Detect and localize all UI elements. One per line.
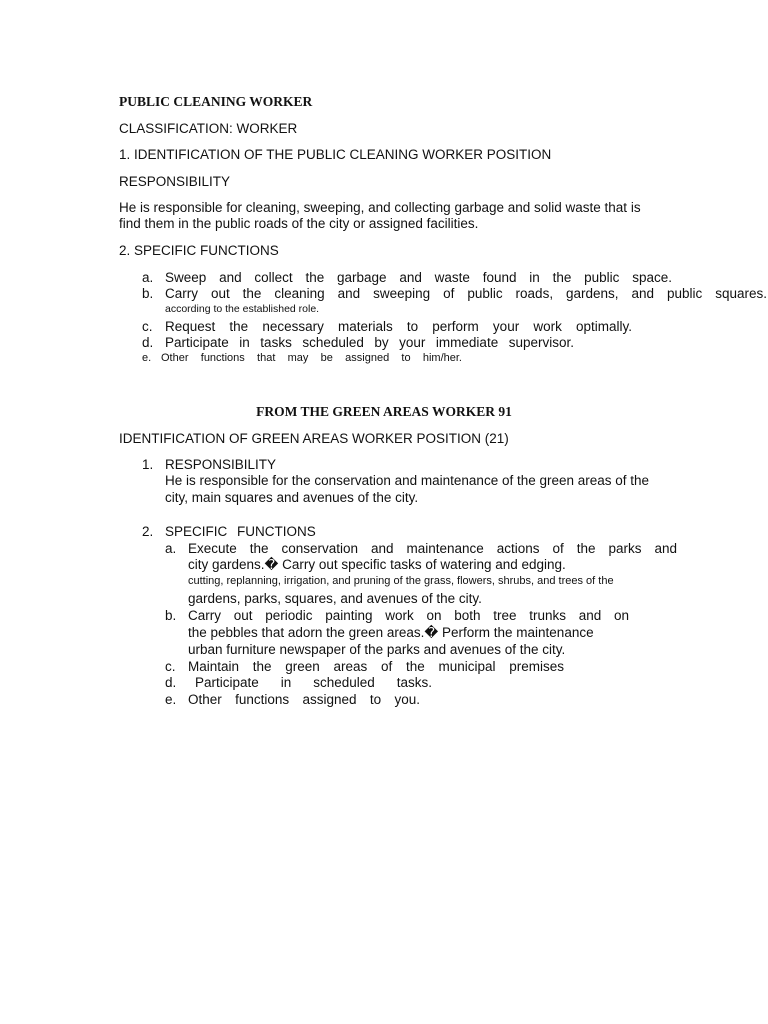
- identification-heading: IDENTIFICATION OF GREEN AREAS WORKER POSITION (21): [119, 431, 509, 446]
- list-item-note: according to the established role.: [165, 303, 320, 315]
- list-item-text: Participate in tasks scheduled by your immediate supervisor.: [165, 335, 574, 350]
- list-marker: b.: [142, 286, 154, 301]
- list-item-text: Carry out periodic painting work on both tree trunks and on: [188, 608, 629, 623]
- list-marker: 2.: [142, 524, 154, 539]
- specific-functions-heading: 2. SPECIFIC FUNCTIONS: [119, 243, 279, 258]
- list-item-text: gardens, parks, squares, and avenues of the city.: [188, 591, 482, 606]
- list-marker: e.: [165, 692, 177, 707]
- list-item-text: Maintain the green areas of the municipal premises: [188, 659, 564, 674]
- responsibility-line-2: find them in the public roads of the city or assigned facilities.: [119, 216, 479, 231]
- list-marker: d.: [165, 675, 177, 690]
- list-item-text: Sweep and collect the garbage and waste found in the public space.: [165, 270, 672, 285]
- list-item-text: Other functions assigned to you.: [188, 692, 420, 707]
- specific-functions-heading: SPECIFIC FUNCTIONS: [165, 524, 316, 539]
- list-marker: b.: [165, 608, 177, 623]
- responsibility-heading: RESPONSIBILITY: [119, 174, 231, 189]
- list-marker: a.: [165, 541, 177, 556]
- responsibility-heading: RESPONSIBILITY: [165, 457, 277, 472]
- section2-title: FROM THE GREEN AREAS WORKER 91: [256, 404, 512, 419]
- list-marker: c.: [142, 319, 153, 334]
- list-item-text: city gardens.� Carry out specific tasks of watering and edging.: [188, 557, 566, 572]
- responsibility-line-2: city, main squares and avenues of the city.: [165, 490, 419, 505]
- identification-heading: 1. IDENTIFICATION OF THE PUBLIC CLEANING WORKER POSITION: [119, 147, 552, 162]
- list-item-text: urban furniture newspaper of the parks and avenues of the city.: [188, 642, 566, 657]
- list-item-text: Other functions that may be assigned to him/her.: [161, 352, 462, 364]
- list-marker: e.: [142, 352, 152, 364]
- responsibility-line-1: He is responsible for the conservation and maintenance of the green areas of the: [165, 473, 650, 488]
- list-item-text: Participate in scheduled tasks.: [195, 675, 432, 690]
- list-marker: c.: [165, 659, 176, 674]
- list-item-text: cutting, replanning, irrigation, and pruning of the grass, flowers, shrubs, and trees of the: [188, 575, 614, 587]
- list-item-text: Execute the conservation and maintenance actions of the parks and: [188, 541, 677, 556]
- list-marker: a.: [142, 270, 154, 285]
- list-marker: d.: [142, 335, 154, 350]
- list-item-text: Carry out the cleaning and sweeping of public roads, gardens, and public squares.: [165, 286, 767, 301]
- responsibility-line-1: He is responsible for cleaning, sweeping, and collecting garbage and solid waste that is: [119, 200, 641, 215]
- list-marker: 1.: [142, 457, 154, 472]
- classification-line: CLASSIFICATION: WORKER: [119, 121, 298, 136]
- section1-title: PUBLIC CLEANING WORKER: [119, 94, 313, 109]
- list-item-text: the pebbles that adorn the green areas.� Perform the maintenance: [188, 625, 594, 640]
- list-item-text: Request the necessary materials to perform your work optimally.: [165, 319, 632, 334]
